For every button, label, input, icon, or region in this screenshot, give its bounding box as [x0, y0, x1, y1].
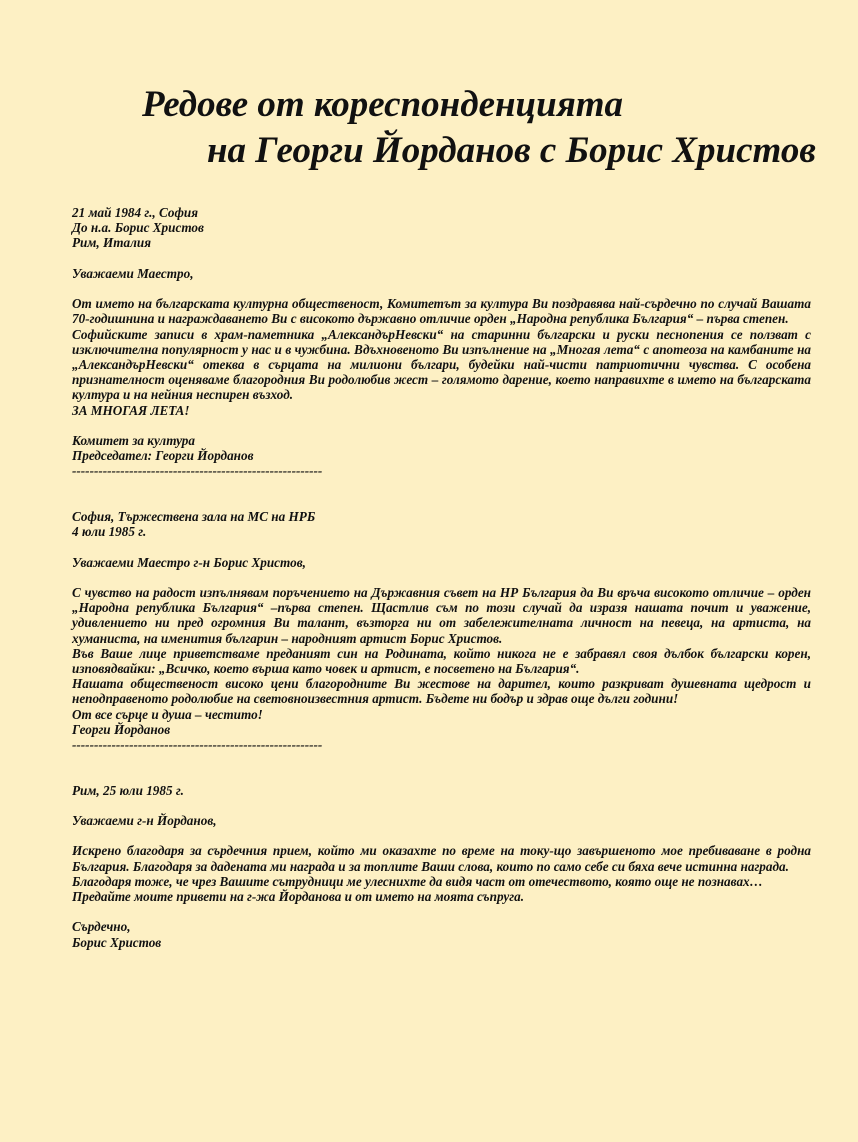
letter-3-paragraph: Благодаря тоже, че чрез Вашите сътрудници ме улеснихте да видя част от отечеството, която още не познавах… — [72, 873, 763, 889]
title-line-1: Редове от кореспонденцията — [142, 84, 624, 125]
letter-3-paragraph: Предайте моите привети на г-жа Йорданова и от името на моята съпруга. — [72, 888, 524, 904]
title-line-2: на Георги Йорданов с Борис Христов — [207, 130, 816, 171]
letter-2-signature: Георги Йорданов — [72, 721, 171, 737]
separator-line: --------------------------------------------------------- — [72, 463, 323, 479]
letter-2-greeting: Уважаеми Маестро г-н Борис Христов, — [72, 554, 306, 570]
separator-line: --------------------------------------------------------- — [72, 737, 323, 752]
letter-2-paragraph: Във Ваше лице приветстваме преданият син на Родината, който никога не е забравял своя дълбок български корен, изповядвайки: „Всичко, което върша като човек и артист, е посветено на България“. — [72, 645, 811, 676]
letter-1-paragraph: Софийските записи в храм-паметника „АлександърНевски“ на старинни български и руски песнопения се ползват с изключителна популярност у нас и в чужбина. Вдъхновеното Ви изпълнение на „Многая лета“ с апотеоза на камбаните на „АлександърНевски“ отеква в сърцата на милиони българи, будейки най-чисти патриотични чувства. С особена признателност оценяваме благородния Ви родолюбив жест – голямото дарение, което направихте в името на българската култура и на нейния неспирен възход. — [72, 326, 811, 403]
letter-2-location: София, Тържествена зала на МС на НРБ — [72, 508, 316, 524]
letter-3-paragraph: Искрено благодаря за сърдечния прием, който ми оказахте по време на току-що завършеното мое пребиваване в родна България. Благодаря за дадената ми награда и за топлите Ваши слова, които по само себе си бяха вече истинна награда. — [72, 843, 811, 874]
letter-3-signature: Борис Христов — [72, 934, 162, 950]
document-title — [0, 82, 858, 174]
letter-2-date: 4 юли 1985 г. — [72, 524, 147, 540]
letter-3 — [72, 783, 811, 950]
letter-1-signature-org: Комитет за култура — [72, 433, 195, 448]
letters-body — [72, 205, 811, 950]
letter-3-greeting: Уважаеми г-н Йорданов, — [72, 812, 217, 828]
letter-1 — [72, 205, 811, 479]
letter-1-exclamation: ЗА МНОГАЯ ЛЕТА! — [72, 402, 190, 418]
letter-2-paragraph: От все сърце и душа – честито! — [72, 706, 263, 722]
letter-3-date: Рим, 25 юли 1985 г. — [72, 782, 184, 798]
letter-2 — [72, 509, 811, 752]
letter-1-paragraph: От името на българската културна общественост, Комитетът за култура Ви поздравява най-сърдечно по случай Вашата 70-годишнина и награждаването Ви с високото държавно отличие орден „Народна република България“ – първа степен. — [72, 296, 811, 327]
letter-1-greeting: Уважаеми Маестро, — [72, 265, 194, 281]
letter-1-recipient: До н.а. Борис Христов — [72, 220, 204, 236]
letter-1-date: 21 май 1984 г., София — [72, 205, 199, 220]
letter-2-paragraph: С чувство на радост изпълнявам поръчението на Държавния съвет на НР България да Ви връча високото отличие – орден „Народна република България“ –първа степен. Щастлив съм по този случай да изразя нашата почит и уважение, удивлението ни пред огромния Ви талант, възторга ни от забележителната личност на певеца, на артиста, на хуманиста, на именития българин – народният артист Борис Христов. — [72, 584, 811, 646]
letter-3-closing: Сърдечно, — [72, 919, 131, 935]
letter-1-signature-name: Председател: Георги Йорданов — [72, 448, 254, 464]
letter-1-location: Рим, Италия — [72, 235, 152, 251]
letter-2-paragraph: Нашата общественост високо цени благородните Ви жестове на дарител, които разкриват душевната щедрост и неподправеното родолюбие на световноизвестния артист. Бъдете ни бодър и здрав още дълги години! — [72, 676, 811, 707]
